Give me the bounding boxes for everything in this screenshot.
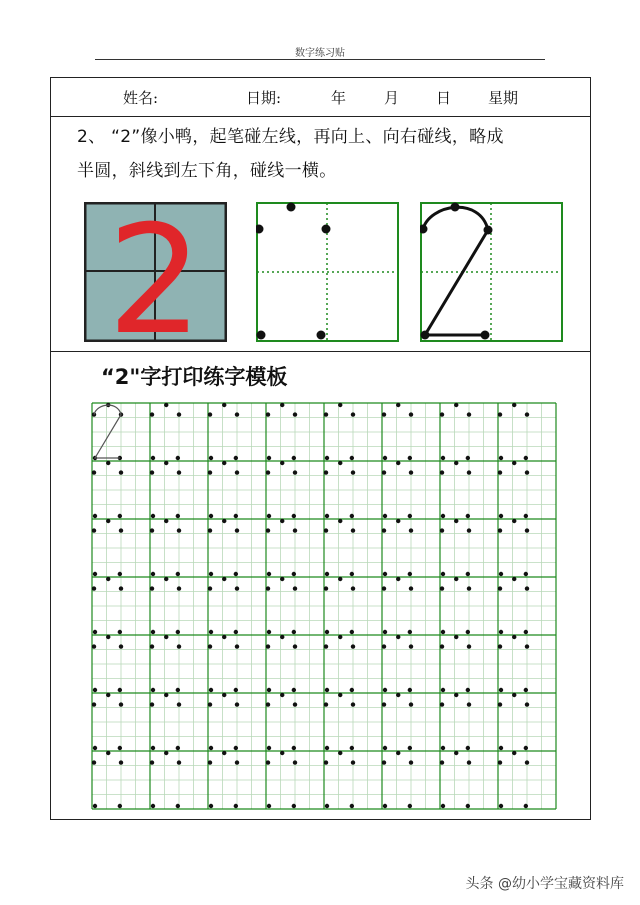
- guide-dot: [150, 644, 154, 648]
- guide-dot: [382, 760, 386, 764]
- guide-dot: [350, 572, 354, 576]
- guide-dot: [324, 470, 328, 474]
- guide-dot: [93, 572, 97, 576]
- guide-dot: [151, 746, 155, 750]
- guide-dot: [324, 412, 328, 416]
- date-label: 日期:: [246, 89, 282, 107]
- guide-dot: [440, 470, 444, 474]
- header-rule: [95, 59, 545, 60]
- guide-dot: [350, 746, 354, 750]
- guide-dot: [106, 693, 110, 697]
- guide-dot: [408, 746, 412, 750]
- guide-dot: [467, 528, 471, 532]
- guide-dot: [280, 635, 284, 639]
- guide-dot: [292, 804, 296, 808]
- guide-dot: [396, 461, 400, 465]
- guide-dot: [176, 804, 180, 808]
- guide-dot: [382, 702, 386, 706]
- guide-dot: [409, 412, 413, 416]
- guide-dot: [441, 514, 445, 518]
- guide-dot: [524, 572, 528, 576]
- guide-dot: [234, 514, 238, 518]
- guide-dot: [118, 514, 122, 518]
- guide-dot: [292, 514, 296, 518]
- guide-dot: [266, 644, 270, 648]
- guide-dot: [151, 688, 155, 692]
- example-red-digit: 2: [107, 202, 203, 342]
- guide-dot: [266, 760, 270, 764]
- guide-dot: [266, 412, 270, 416]
- guide-dot: [409, 470, 413, 474]
- guide-dot: [164, 693, 168, 697]
- guide-dot: [467, 470, 471, 474]
- guide-dot: [209, 804, 213, 808]
- guide-dot: [498, 528, 502, 532]
- guide-dot: [292, 456, 296, 460]
- guide-dot: [408, 804, 412, 808]
- guide-dot: [234, 746, 238, 750]
- guide-dot: [498, 470, 502, 474]
- guide-dot: [454, 635, 458, 639]
- guide-dot: [150, 528, 154, 532]
- guide-dot: [119, 644, 123, 648]
- guide-dot: [351, 644, 355, 648]
- guide-dot: [382, 586, 386, 590]
- guide-dot: [280, 519, 284, 523]
- guide-dot: [164, 751, 168, 755]
- guide-dot: [499, 514, 503, 518]
- guide-dot: [382, 644, 386, 648]
- guide-dot: [396, 635, 400, 639]
- guide-dot: [92, 760, 96, 764]
- year-label: 年: [331, 89, 347, 107]
- guide-dot: [338, 693, 342, 697]
- guide-dot: [292, 572, 296, 576]
- guide-dot: [351, 528, 355, 532]
- guide-dot: [177, 586, 181, 590]
- guide-dot: [382, 470, 386, 474]
- guide-dot: [383, 456, 387, 460]
- guide-dot: [499, 804, 503, 808]
- guide-dot: [119, 586, 123, 590]
- guide-dot: [177, 412, 181, 416]
- guide-dot: [454, 693, 458, 697]
- guide-dot: [525, 470, 529, 474]
- guide-dot: [176, 746, 180, 750]
- guide-dot: [93, 688, 97, 692]
- guide-dot: [499, 456, 503, 460]
- guide-dot: [209, 456, 213, 460]
- guide-dot: [222, 751, 226, 755]
- guide-dot: [440, 586, 444, 590]
- instruction-line-2: 半圆，斜线到左下角，碰线一横。: [77, 161, 337, 181]
- guide-dot: [350, 456, 354, 460]
- guide-dot: [408, 688, 412, 692]
- guide-dot: [164, 577, 168, 581]
- guide-dot: [293, 644, 297, 648]
- guide-dot: [280, 577, 284, 581]
- guide-dot: [209, 572, 213, 576]
- guide-dot: [325, 514, 329, 518]
- divider-template: [51, 351, 590, 352]
- guide-dot: [409, 528, 413, 532]
- divider-info: [51, 116, 590, 117]
- guide-dot: [441, 804, 445, 808]
- guide-dot: [150, 586, 154, 590]
- guide-dot: [466, 746, 470, 750]
- guide-dot: [499, 688, 503, 692]
- traced-digit-stroke: [94, 405, 121, 458]
- guide-dot: [525, 702, 529, 706]
- guide-dot: [151, 630, 155, 634]
- guide-dot: [524, 456, 528, 460]
- guide-dot: [383, 804, 387, 808]
- guide-dot: [293, 470, 297, 474]
- guide-dot: [234, 804, 238, 808]
- guide-dot: [234, 456, 238, 460]
- guide-dot: [454, 751, 458, 755]
- guide-dot: [93, 514, 97, 518]
- guide-dot: [235, 760, 239, 764]
- guide-dot: [466, 456, 470, 460]
- name-label: 姓名:: [123, 89, 159, 107]
- guide-dot: [266, 702, 270, 706]
- guide-dot: [118, 572, 122, 576]
- guide-dot: [93, 630, 97, 634]
- guide-dot: [512, 519, 516, 523]
- guide-dot: [338, 461, 342, 465]
- guide-dot: [396, 577, 400, 581]
- guide-dot: [525, 586, 529, 590]
- guide-dot: [106, 635, 110, 639]
- guide-dot: [524, 688, 528, 692]
- guide-dot: [176, 572, 180, 576]
- guide-dot: [408, 572, 412, 576]
- guide-dot: [350, 688, 354, 692]
- guide-dot: [408, 630, 412, 634]
- guide-dot: [512, 403, 516, 407]
- guide-dot: [293, 412, 297, 416]
- guide-dot: [338, 403, 342, 407]
- guide-dot: [292, 746, 296, 750]
- guide-dot: [512, 693, 516, 697]
- guide-dot: [351, 412, 355, 416]
- guide-dot: [208, 412, 212, 416]
- guide-dot: [267, 572, 271, 576]
- guide-dot: [350, 804, 354, 808]
- guide-dot: [525, 412, 529, 416]
- guide-dot: [164, 635, 168, 639]
- guide-dot: [176, 456, 180, 460]
- guide-dot: [118, 746, 122, 750]
- guide-dot: [324, 528, 328, 532]
- guide-dot: [525, 760, 529, 764]
- guide-dot: [408, 456, 412, 460]
- guide-dot: [498, 412, 502, 416]
- guide-dot: [267, 630, 271, 634]
- guide-dot: [235, 586, 239, 590]
- guide-dot: [92, 702, 96, 706]
- guide-dot: [409, 586, 413, 590]
- guide-dot: [177, 470, 181, 474]
- guide-dot: [177, 760, 181, 764]
- guide-dot: [177, 644, 181, 648]
- guide-dot: [325, 572, 329, 576]
- guide-dot: [466, 688, 470, 692]
- month-label: 月: [384, 89, 400, 107]
- guide-dot: [467, 760, 471, 764]
- example-traced-digit: [420, 202, 563, 342]
- guide-dot: [324, 644, 328, 648]
- info-row: [51, 78, 590, 116]
- guide-dot: [324, 702, 328, 706]
- guide-dot: [176, 514, 180, 518]
- guide-dot: [176, 688, 180, 692]
- guide-dot: [498, 586, 502, 590]
- worksheet: [50, 77, 591, 820]
- guide-dot: [222, 577, 226, 581]
- guide-dot: [92, 644, 96, 648]
- guide-dot: [176, 630, 180, 634]
- guide-dot: [338, 635, 342, 639]
- guide-dot: [525, 644, 529, 648]
- guide-dot: [150, 470, 154, 474]
- guide-dot: [441, 746, 445, 750]
- guide-dot: [440, 528, 444, 532]
- example-teal-box: [84, 202, 227, 342]
- guide-dot: [351, 760, 355, 764]
- instruction-text: [77, 120, 577, 188]
- template-title: “2"字打印练字模板: [101, 365, 288, 389]
- guide-dot: [466, 804, 470, 808]
- guide-dot: [209, 514, 213, 518]
- guide-dot: [467, 702, 471, 706]
- guide-dot: [466, 630, 470, 634]
- guide-dot: [441, 572, 445, 576]
- guide-dot: [119, 528, 123, 532]
- guide-dot: [151, 456, 155, 460]
- guide-dot: [234, 688, 238, 692]
- guide-dot: [454, 519, 458, 523]
- guide-dot: [524, 746, 528, 750]
- guide-dot: [350, 630, 354, 634]
- guide-dot: [92, 586, 96, 590]
- guide-dot: [292, 630, 296, 634]
- guide-dot: [409, 760, 413, 764]
- guide-dot: [396, 693, 400, 697]
- guide-dot: [106, 751, 110, 755]
- guide-dot: [499, 572, 503, 576]
- guide-dot: [93, 746, 97, 750]
- guide-dot: [208, 586, 212, 590]
- guide-dot: [408, 514, 412, 518]
- guide-dot: [208, 644, 212, 648]
- guide-dot: [351, 470, 355, 474]
- guide-dot: [293, 702, 297, 706]
- guide-dot: [499, 630, 503, 634]
- guide-dot: [382, 412, 386, 416]
- guide-dot: [383, 630, 387, 634]
- guide-dot: [396, 751, 400, 755]
- guide-dot: [498, 702, 502, 706]
- guide-dot: [106, 461, 110, 465]
- guide-dot: [267, 514, 271, 518]
- guide-dot: [208, 702, 212, 706]
- guide-dot: [440, 760, 444, 764]
- guide-dot: [383, 572, 387, 576]
- guide-dot: [235, 644, 239, 648]
- example-dot-grid: [256, 202, 399, 342]
- guide-dot: [164, 519, 168, 523]
- guide-dot: [208, 528, 212, 532]
- guide-dot: [280, 461, 284, 465]
- guide-dot: [409, 644, 413, 648]
- guide-dot: [383, 688, 387, 692]
- day-label: 日: [436, 89, 452, 107]
- guide-dot: [119, 702, 123, 706]
- guide-dot: [92, 470, 96, 474]
- page-header-title: 数字练习贴: [295, 48, 345, 59]
- guide-dot: [118, 688, 122, 692]
- guide-dot: [235, 528, 239, 532]
- guide-dot: [208, 760, 212, 764]
- guide-dot: [383, 514, 387, 518]
- guide-dot: [454, 403, 458, 407]
- guide-dot: [222, 693, 226, 697]
- guide-dot: [209, 746, 213, 750]
- guide-dot: [467, 586, 471, 590]
- guide-dot: [512, 751, 516, 755]
- guide-dot: [267, 456, 271, 460]
- guide-dot: [396, 519, 400, 523]
- guide-dot: [222, 519, 226, 523]
- guide-dot: [325, 804, 329, 808]
- guide-dot: [325, 630, 329, 634]
- guide-dot: [441, 456, 445, 460]
- guide-dot: [151, 514, 155, 518]
- guide-dot: [338, 519, 342, 523]
- guide-dot: [524, 630, 528, 634]
- guide-dot: [325, 456, 329, 460]
- guide-dot: [234, 630, 238, 634]
- guide-dot: [524, 514, 528, 518]
- guide-dot: [409, 702, 413, 706]
- guide-dot: [440, 412, 444, 416]
- guide-dot: [467, 644, 471, 648]
- guide-dot: [324, 586, 328, 590]
- guide-dot: [266, 470, 270, 474]
- guide-dot: [512, 577, 516, 581]
- watermark: 头条 @幼小学宝藏资料库: [465, 876, 624, 892]
- guide-dot: [266, 528, 270, 532]
- guide-dot: [293, 586, 297, 590]
- guide-dot: [351, 702, 355, 706]
- guide-dot: [93, 804, 97, 808]
- guide-dot: [222, 635, 226, 639]
- guide-dot: [325, 688, 329, 692]
- guide-dot: [119, 470, 123, 474]
- guide-dot: [338, 577, 342, 581]
- guide-dot: [151, 804, 155, 808]
- guide-dot: [466, 572, 470, 576]
- guide-dot: [498, 760, 502, 764]
- guide-dot: [512, 635, 516, 639]
- guide-dot: [164, 461, 168, 465]
- guide-dot: [525, 528, 529, 532]
- guide-dot: [499, 746, 503, 750]
- guide-dot: [280, 751, 284, 755]
- guide-dot: [338, 751, 342, 755]
- guide-dot: [350, 514, 354, 518]
- guide-dot: [440, 644, 444, 648]
- guide-dot: [106, 519, 110, 523]
- guide-dot: [119, 760, 123, 764]
- guide-dot: [92, 528, 96, 532]
- guide-dot: [150, 760, 154, 764]
- guide-dot: [440, 702, 444, 706]
- guide-dot: [267, 746, 271, 750]
- guide-dot: [382, 528, 386, 532]
- guide-dot: [235, 412, 239, 416]
- guide-dot: [266, 586, 270, 590]
- guide-dot: [177, 702, 181, 706]
- guide-dot: [118, 804, 122, 808]
- guide-dot: [498, 644, 502, 648]
- guide-dot: [208, 470, 212, 474]
- guide-dot: [293, 528, 297, 532]
- guide-dot: [222, 403, 226, 407]
- guide-dot: [150, 412, 154, 416]
- guide-dot: [222, 461, 226, 465]
- guide-dot: [467, 412, 471, 416]
- guide-dot: [267, 804, 271, 808]
- guide-dot: [454, 461, 458, 465]
- guide-dot: [441, 630, 445, 634]
- guide-dot: [209, 688, 213, 692]
- guide-dot: [280, 403, 284, 407]
- guide-dot: [151, 572, 155, 576]
- guide-dot: [441, 688, 445, 692]
- guide-dot: [118, 630, 122, 634]
- practice-grid: [91, 402, 557, 814]
- guide-dot: [512, 461, 516, 465]
- guide-dot: [466, 514, 470, 518]
- guide-dot: [177, 528, 181, 532]
- guide-dot: [324, 760, 328, 764]
- guide-dot: [106, 577, 110, 581]
- guide-dot: [524, 804, 528, 808]
- guide-dot: [383, 746, 387, 750]
- guide-dot: [325, 746, 329, 750]
- guide-dot: [164, 403, 168, 407]
- guide-dot: [150, 702, 154, 706]
- guide-dot: [454, 577, 458, 581]
- guide-dot: [351, 586, 355, 590]
- guide-dot: [396, 403, 400, 407]
- guide-dot: [280, 693, 284, 697]
- guide-dot: [235, 702, 239, 706]
- guide-dot: [209, 630, 213, 634]
- guide-dot: [293, 760, 297, 764]
- instruction-line-1: 2、 “2”像小鸭，起笔碰左线，再向上、向右碰线，略成: [77, 127, 504, 147]
- guide-dot: [267, 688, 271, 692]
- guide-dot: [292, 688, 296, 692]
- weekday-label: 星期: [488, 89, 519, 107]
- guide-dot: [234, 572, 238, 576]
- guide-dot: [235, 470, 239, 474]
